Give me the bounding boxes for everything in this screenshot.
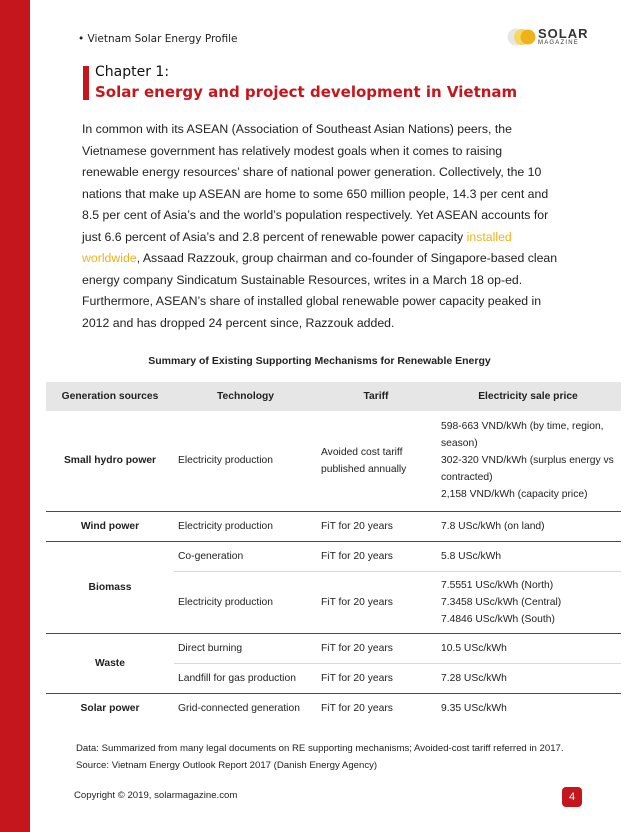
price-cell: 7.8 USc/kWh (on land) <box>435 511 621 541</box>
tariff-cell: FiT for 20 years <box>317 663 435 693</box>
tariff-cell: FiT for 20 years <box>317 633 435 663</box>
price-line: 302-320 VND/kWh (surplus energy vs contracted) <box>441 455 614 484</box>
left-accent-bar <box>0 0 30 832</box>
price-cell <box>435 411 621 511</box>
price-line: 7.4846 USc/kWh (South) <box>441 613 555 625</box>
technology-cell: Grid-connected generation <box>178 702 300 714</box>
price-cell: 9.35 USc/kWh <box>441 702 507 714</box>
price-cell: 5.8 USc/kWh <box>435 541 621 571</box>
column-header-generation-sources: Generation sources <box>46 382 174 411</box>
price-cell: 10.5 USc/kWh <box>435 633 621 663</box>
price-line: 7.3458 USc/kWh (Central) <box>441 596 562 608</box>
table-caption: Summary of Existing Supporting Mechanisms for Renewable Energy <box>148 355 491 367</box>
table-header-row <box>46 382 621 411</box>
table-row-solar <box>46 693 621 723</box>
body-paragraph <box>82 119 562 334</box>
body-text-part-2: , Assaad Razzouk, group chairman and co-founder of Singapore-based clean energy company Sindicatum Sustainable Resources, writes in a March 18 op-ed. Furthermore, ASEAN’s share of installed global renewable power capacity peaked in 2012 and has dropped 24 percent since, Razzouk added. <box>82 251 558 330</box>
price-cell: 7.28 USc/kWh <box>435 663 621 693</box>
source-cell: Wind power <box>46 511 174 541</box>
table-row-biomass-cogeneration <box>46 541 621 571</box>
tariff-cell: FiT for 20 years <box>317 571 435 633</box>
chapter-label: Chapter 1: <box>95 64 170 80</box>
column-header-electricity-sale-price: Electricity sale price <box>435 382 621 411</box>
tariff-cell: FiT for 20 years <box>317 541 435 571</box>
price-cell <box>435 571 621 633</box>
technology-cell: Co-generation <box>174 541 317 571</box>
price-line: 7.5551 USc/kWh (North) <box>441 579 554 591</box>
page-number-badge: 4 <box>562 787 582 807</box>
data-note: Data: Summarized from many legal documents on RE supporting mechanisms; Avoided-cost tariff referred in 2017. <box>76 743 564 754</box>
source-cell: Small hydro power <box>46 411 174 511</box>
chapter-title: Solar energy and project development in Vietnam <box>95 83 518 101</box>
body-text-part-1: In common with its ASEAN (Association of Southeast Asian Nations) peers, the Vietnamese government has relatively modest goals when it comes to raising renewable energy resources’ share of national power generation. Collectively, the 10 nations that make up ASEAN are home to some 650 million people, 14.3 per cent and 8.5 per cent of Asia’s and the world’s population respectively. Yet ASEAN accounts for just 6.6 percent of Asia’s and 2.8 percent of renewable power capacity <box>82 122 549 244</box>
table-row-small-hydro <box>46 411 621 511</box>
installed-worldwide-link[interactable]: installed worldwide <box>82 229 512 265</box>
chapter-marker <box>83 66 89 100</box>
table-row-waste-direct-burning <box>46 633 621 663</box>
header-section-tag: • Vietnam Solar Energy Profile <box>78 33 238 45</box>
logo-subtitle: MAGAZINE <box>538 40 579 46</box>
logo-wordmark: SOLAR <box>538 26 589 41</box>
column-header-tariff: Tariff <box>317 382 435 411</box>
technology-cell: Direct burning <box>174 633 317 663</box>
source-cell: Biomass <box>46 541 174 633</box>
technology-cell: Electricity production <box>174 511 317 541</box>
price-line: 598-663 VND/kWh (by time, region, season) <box>441 421 604 450</box>
table-row-wind <box>46 511 621 541</box>
column-header-technology: Technology <box>174 382 317 411</box>
technology-cell: Electricity production <box>174 411 317 511</box>
source-cell: Waste <box>46 633 174 693</box>
price-line: 2,158 VND/kWh (capacity price) <box>441 489 588 501</box>
tariff-cell: FiT for 20 years <box>317 511 435 541</box>
sun-logo-icon <box>507 27 537 47</box>
technology-cell: Landfill for gas production <box>174 663 317 693</box>
technology-cell: Electricity production <box>174 571 317 633</box>
source-note: Source: Vietnam Energy Outlook Report 2017 (Danish Energy Agency) <box>76 760 378 771</box>
source-cell: Solar power <box>80 702 140 714</box>
support-mechanisms-table <box>46 382 621 723</box>
tariff-cell: Avoided cost tariff published annually <box>317 411 435 511</box>
tariff-cell: FiT for 20 years <box>321 702 393 714</box>
copyright-notice: Copyright © 2019, solarmagazine.com <box>74 790 238 801</box>
table-footnotes <box>76 740 564 774</box>
solar-magazine-logo[interactable] <box>507 26 597 50</box>
